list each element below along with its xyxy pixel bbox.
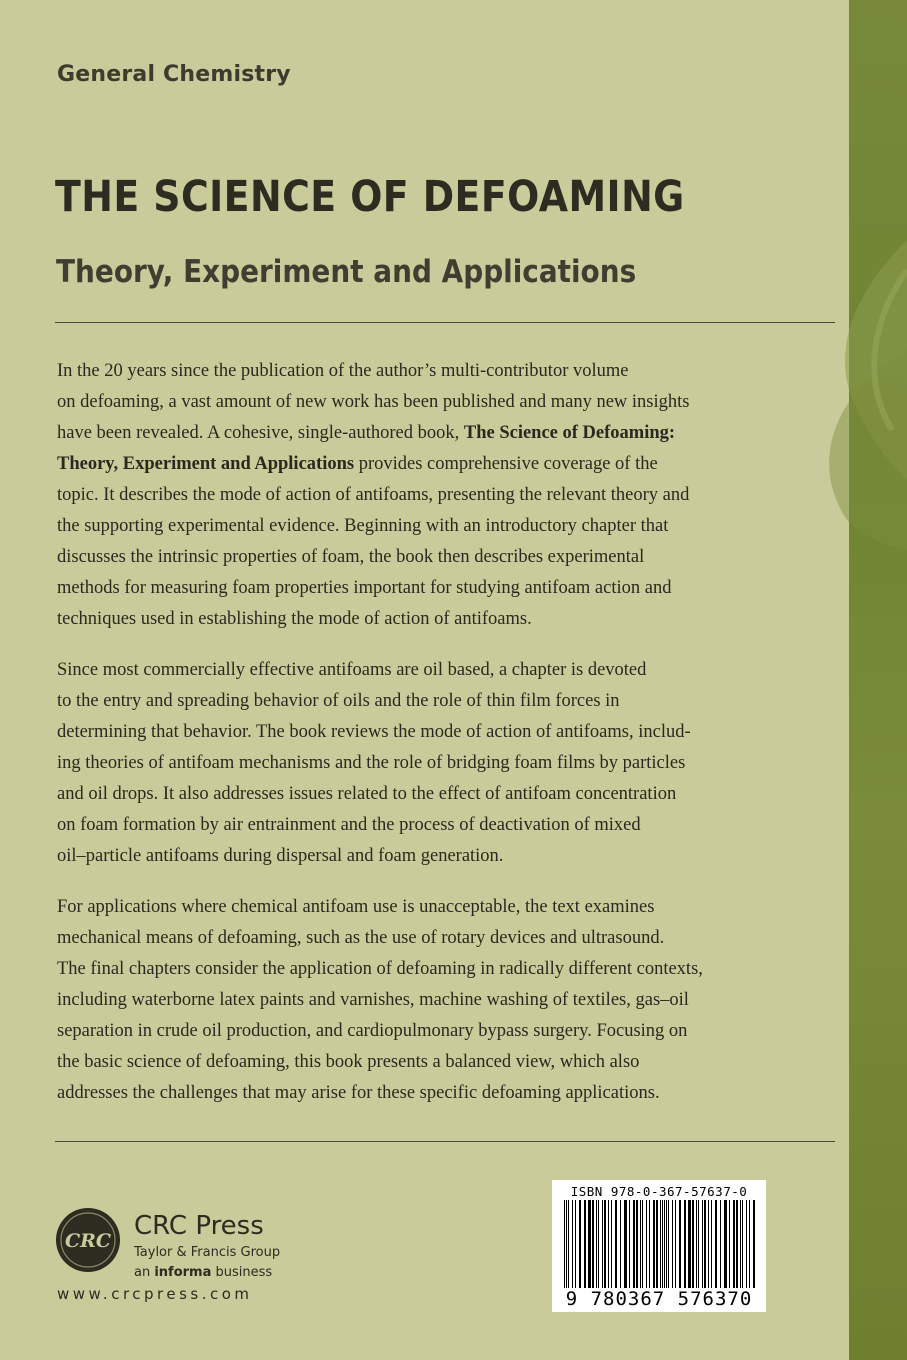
text-line: and oil drops. It also addresses issues related to the effect of antifoam concentration bbox=[57, 784, 677, 804]
barcode-bar bbox=[702, 1200, 703, 1288]
barcode-bar bbox=[664, 1200, 665, 1288]
barcode-bar bbox=[692, 1200, 694, 1288]
text-line bbox=[57, 418, 797, 449]
text-line: discusses the intrinsic properties of foam, the book then describes experimental bbox=[57, 547, 645, 567]
barcode-bar bbox=[636, 1200, 638, 1288]
barcode-bar bbox=[642, 1200, 643, 1288]
isbn-label: ISBN 978-0-367-57637-0 bbox=[570, 1184, 748, 1199]
barcode-bar bbox=[575, 1200, 576, 1288]
barcode-bar bbox=[746, 1200, 747, 1288]
barcode-bar bbox=[592, 1200, 594, 1288]
barcode-bar bbox=[604, 1200, 606, 1288]
text-line: the basic science of defoaming, this book presents a balanced view, which also bbox=[57, 1052, 640, 1072]
publisher-group: Taylor & Francis Group bbox=[134, 1245, 281, 1260]
text-line: including waterborne latex paints and varnishes, machine washing of textiles, gas–oil bbox=[57, 990, 689, 1010]
description bbox=[57, 356, 797, 1129]
barcode-bar bbox=[633, 1200, 635, 1288]
text-line bbox=[57, 449, 797, 480]
barcode-bar bbox=[579, 1200, 581, 1288]
publisher-block bbox=[55, 1207, 355, 1307]
top-divider bbox=[55, 322, 835, 323]
text-run: provides comprehensive coverage of the bbox=[354, 454, 658, 474]
barcode-bar bbox=[684, 1200, 686, 1288]
barcode-bar bbox=[733, 1200, 735, 1288]
barcode-bars bbox=[562, 1200, 758, 1288]
crc-logo-icon bbox=[55, 1207, 121, 1273]
text-run: have been revealed. A cohesive, single-authored book, bbox=[57, 423, 464, 443]
barcode-bar bbox=[615, 1200, 617, 1288]
description-paragraph-1 bbox=[57, 356, 797, 635]
barcode-bar bbox=[656, 1200, 658, 1288]
barcode-bar bbox=[675, 1200, 676, 1288]
tagline-prefix: an bbox=[134, 1265, 155, 1280]
text-line: ing theories of antifoam mechanisms and the role of bridging foam films by particles bbox=[57, 753, 686, 773]
tagline-informa: informa bbox=[154, 1265, 212, 1280]
description-paragraph-2 bbox=[57, 655, 797, 872]
publisher-name: CRC Press bbox=[134, 1211, 264, 1241]
barcode-bar bbox=[566, 1200, 567, 1288]
book-title-inline: The Science of Defoaming: bbox=[463, 423, 676, 443]
barcode-bar bbox=[704, 1200, 706, 1288]
barcode-bar bbox=[649, 1200, 650, 1288]
barcode-bar bbox=[624, 1200, 627, 1288]
barcode-bar bbox=[568, 1200, 569, 1288]
barcode-bar bbox=[749, 1200, 750, 1288]
barcode-bar bbox=[646, 1200, 647, 1288]
spine-strip bbox=[849, 0, 907, 1360]
text-line: the supporting experimental evidence. Beginning with an introductory chapter that bbox=[57, 516, 669, 536]
barcode-bar bbox=[711, 1200, 712, 1288]
text-line: mechanical means of defoaming, such as the use of rotary devices and ultrasound. bbox=[57, 928, 665, 948]
barcode-bar bbox=[584, 1200, 586, 1288]
text-line: to the entry and spreading behavior of oils and the role of thin film forces in bbox=[57, 691, 620, 711]
book-title: THE SCIENCE OF DEFOAMING bbox=[55, 172, 685, 222]
barcode-bar bbox=[588, 1200, 591, 1288]
publisher-tagline bbox=[134, 1265, 272, 1280]
text-line: methods for measuring foam properties important for studying antifoam action and bbox=[57, 578, 672, 598]
text-line: oil–particle antifoams during dispersal and foam generation. bbox=[57, 846, 504, 866]
text-line: Since most commercially effective antifoams are oil based, a chapter is devoted bbox=[57, 660, 647, 680]
barcode-bar bbox=[672, 1200, 673, 1288]
text-line: addresses the challenges that may arise for these specific defoaming applications. bbox=[57, 1083, 660, 1103]
tagline-suffix: business bbox=[211, 1265, 273, 1280]
text-line: separation in crude oil production, and cardiopulmonary bypass surgery. Focusing on bbox=[57, 1021, 688, 1041]
barcode-bar bbox=[620, 1200, 621, 1288]
barcode-bar bbox=[629, 1200, 630, 1288]
barcode-bar bbox=[742, 1200, 743, 1288]
barcode-bar bbox=[724, 1200, 727, 1288]
barcode-bar bbox=[608, 1200, 609, 1288]
book-subtitle-inline: Theory, Experiment and Applications bbox=[57, 454, 355, 474]
bottom-divider bbox=[55, 1141, 835, 1142]
barcode-bar bbox=[729, 1200, 730, 1288]
barcode-bar bbox=[753, 1200, 755, 1288]
barcode-bar bbox=[736, 1200, 738, 1288]
publisher-url: www.crcpress.com bbox=[57, 1285, 253, 1303]
barcode-bar bbox=[679, 1200, 681, 1288]
crc-logo-text: CRC bbox=[64, 1230, 112, 1252]
book-subtitle: Theory, Experiment and Applications bbox=[56, 254, 637, 290]
text-line: topic. It describes the mode of action of antifoams, presenting the relevant theory and bbox=[57, 485, 690, 505]
barcode-bar bbox=[696, 1200, 697, 1288]
barcode-bar bbox=[640, 1200, 641, 1288]
barcode-bar bbox=[598, 1200, 599, 1288]
text-line: techniques used in establishing the mode of action of antifoams. bbox=[57, 609, 532, 629]
ean-digits: 9 780367 576370 bbox=[565, 1288, 753, 1310]
barcode-bar bbox=[688, 1200, 691, 1288]
barcode-bar bbox=[720, 1200, 721, 1288]
barcode-bar bbox=[715, 1200, 717, 1288]
description-paragraph-3 bbox=[57, 892, 797, 1109]
text-line: In the 20 years since the publication of the author’s multi-contributor volume bbox=[57, 361, 629, 381]
barcode-bar bbox=[572, 1200, 573, 1288]
barcode-bar bbox=[740, 1200, 741, 1288]
barcode-bar bbox=[666, 1200, 667, 1288]
text-line: The final chapters consider the application of defoaming in radically different contexts, bbox=[57, 959, 703, 979]
text-line: on defoaming, a vast amount of new work has been published and many new insights bbox=[57, 392, 690, 412]
barcode-bar bbox=[668, 1200, 669, 1288]
barcode-bar bbox=[660, 1200, 661, 1288]
category-label: General Chemistry bbox=[57, 62, 291, 87]
barcode-bar bbox=[708, 1200, 709, 1288]
barcode-bar bbox=[602, 1200, 603, 1288]
barcode-bar bbox=[596, 1200, 597, 1288]
isbn-barcode bbox=[552, 1180, 766, 1312]
text-line: on foam formation by air entrainment and the process of deactivation of mixed bbox=[57, 815, 641, 835]
barcode-bar bbox=[611, 1200, 612, 1288]
barcode-bar bbox=[653, 1200, 655, 1288]
barcode-bar bbox=[662, 1200, 663, 1288]
barcode-bar bbox=[564, 1200, 565, 1288]
text-line: For applications where chemical antifoam use is unacceptable, the text examines bbox=[57, 897, 655, 917]
text-line: determining that behavior. The book reviews the mode of action of antifoams, includ- bbox=[57, 722, 691, 742]
barcode-bar bbox=[698, 1200, 699, 1288]
